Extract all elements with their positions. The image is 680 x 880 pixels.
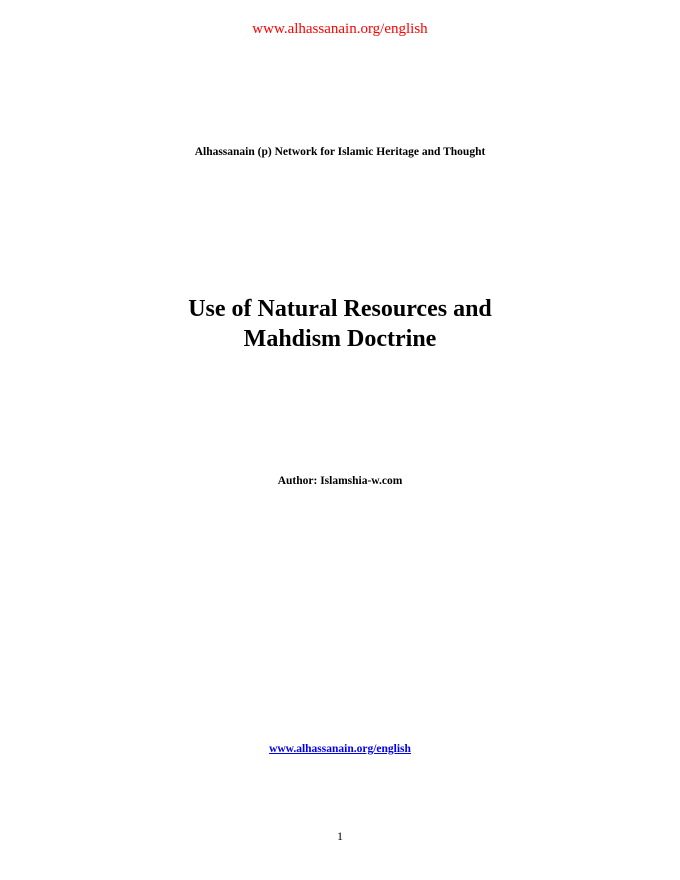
footer-website-link[interactable]: www.alhassanain.org/english	[269, 743, 411, 755]
author-line: Author: Islamshia-w.com	[277, 475, 403, 487]
publisher-name: Alhassanain (p) Network for Islamic Heritage and Thought	[194, 146, 486, 158]
footer-link-container	[0, 741, 680, 757]
document-title	[90, 294, 590, 354]
page-number: 1	[337, 829, 343, 843]
title-line-2: Mahdism Doctrine	[243, 326, 437, 352]
header-url: www.alhassanain.org/english	[252, 21, 428, 37]
title-line-1: Use of Natural Resources and	[188, 296, 492, 322]
